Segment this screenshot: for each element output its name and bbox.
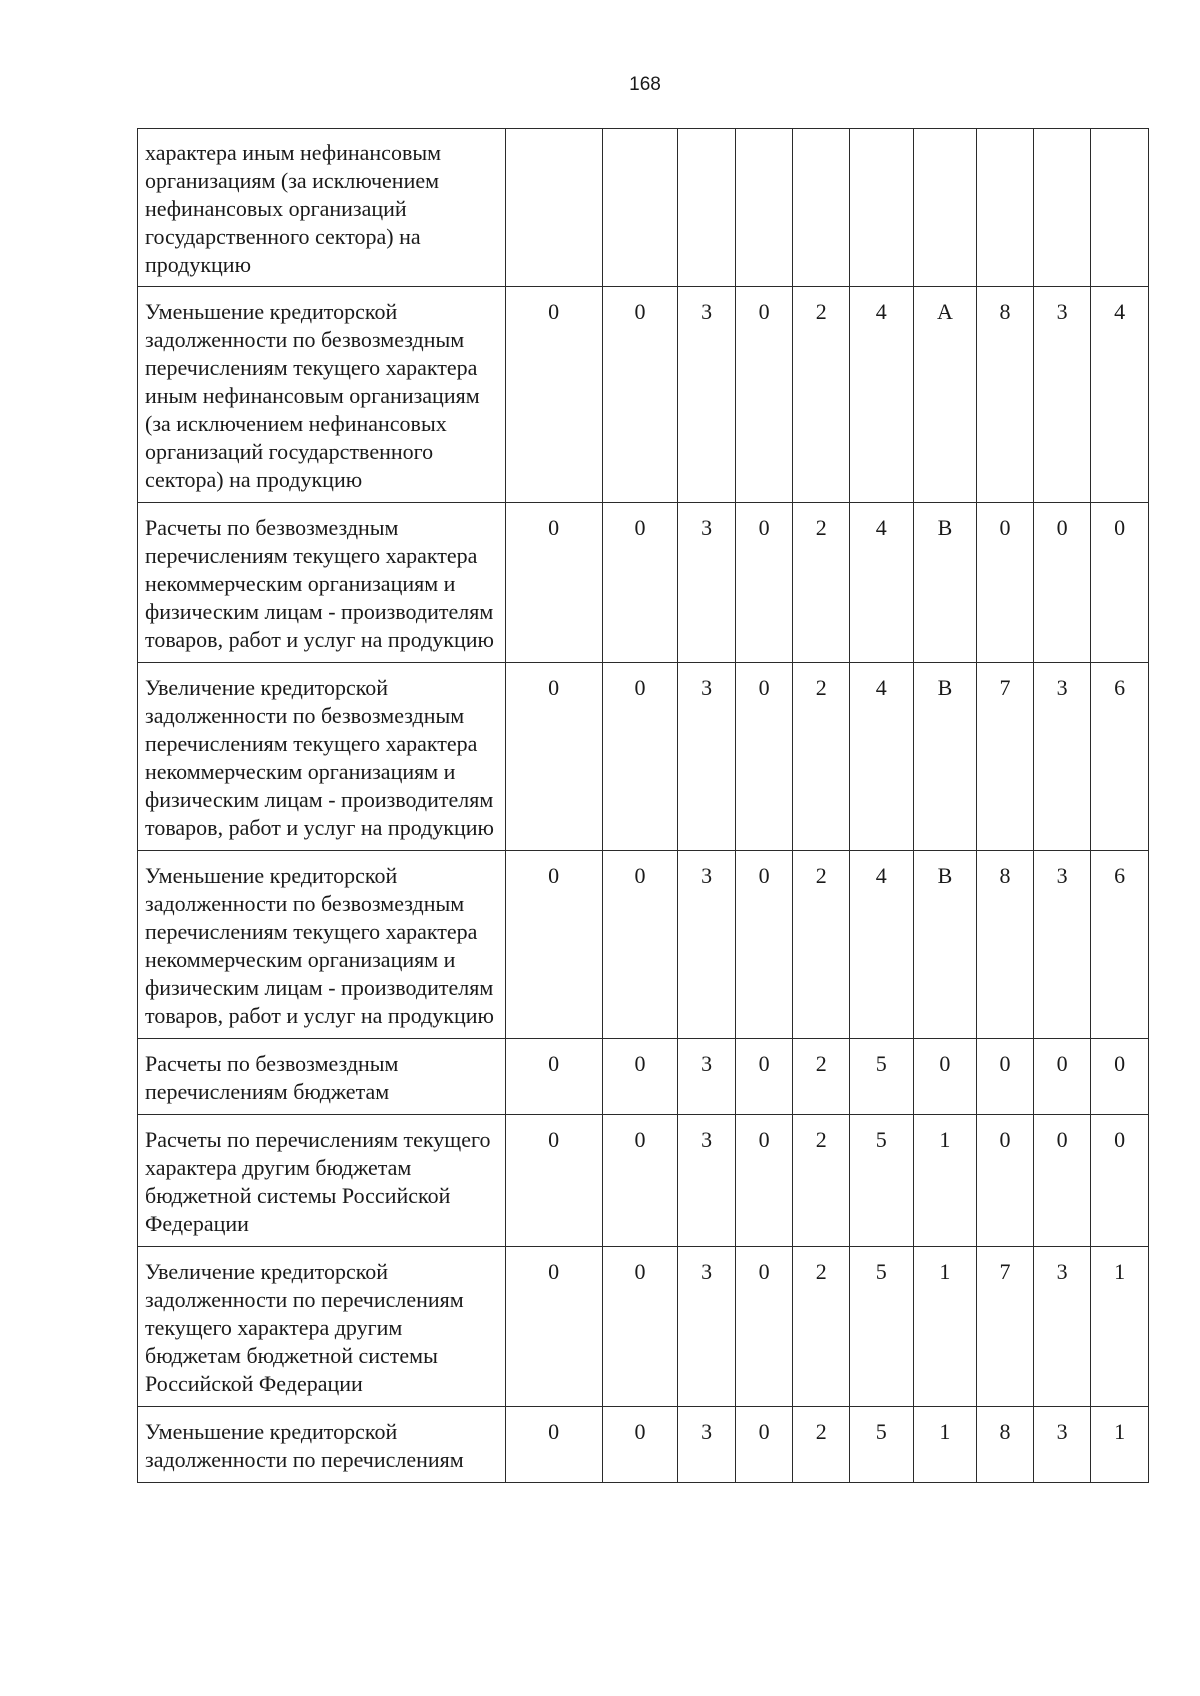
code-digit-cell: [505, 129, 602, 287]
table-row-continued: [138, 129, 1149, 287]
code-digit-cell: 2: [793, 1115, 850, 1247]
code-digit-cell: 0: [735, 1407, 793, 1483]
code-digit-cell: 0: [1091, 1115, 1149, 1247]
code-digit-cell: 3: [678, 287, 736, 503]
code-digit-cell: 5: [849, 1407, 913, 1483]
code-digit-cell: 0: [913, 1039, 977, 1115]
table-body: [138, 129, 1149, 1483]
account-name-cell: Расчеты по безвозмездным перечислениям бюджетам: [138, 1039, 506, 1115]
code-digit-cell: [793, 129, 850, 287]
code-digit-cell: 0: [1033, 503, 1091, 663]
account-name-cell: Расчеты по безвозмездным перечислениям текущего характера некоммерческим организациям и физическим лицам - производителям товаров, работ и услуг на продукцию: [138, 503, 506, 663]
code-digit-cell: 0: [735, 663, 793, 851]
code-digit-cell: 0: [735, 503, 793, 663]
code-digit-cell: 1: [1091, 1407, 1149, 1483]
code-digit-cell: 6: [1091, 663, 1149, 851]
table-row: [138, 663, 1149, 851]
code-digit-cell: [735, 129, 793, 287]
code-digit-cell: 7: [977, 1247, 1034, 1407]
code-digit-cell: B: [913, 851, 977, 1039]
account-code-table: [137, 128, 1149, 1483]
code-digit-cell: 8: [977, 1407, 1034, 1483]
table-row: [138, 851, 1149, 1039]
code-digit-cell: 3: [1033, 1247, 1091, 1407]
table-row: [138, 1407, 1149, 1483]
code-digit-cell: 0: [602, 1407, 678, 1483]
code-digit-cell: 0: [977, 503, 1034, 663]
code-digit-cell: 0: [602, 287, 678, 503]
code-digit-cell: 0: [1091, 1039, 1149, 1115]
code-digit-cell: 0: [1091, 503, 1149, 663]
code-digit-cell: 2: [793, 1407, 850, 1483]
code-digit-cell: 0: [602, 1247, 678, 1407]
code-digit-cell: 2: [793, 663, 850, 851]
account-name-cell: характера иным нефинансовым организациям (за исключением нефинансовых организаций государственного сектора) на продукцию: [138, 129, 506, 287]
code-digit-cell: 5: [849, 1115, 913, 1247]
code-digit-cell: 0: [735, 287, 793, 503]
code-digit-cell: 0: [977, 1039, 1034, 1115]
code-digit-cell: 1: [913, 1115, 977, 1247]
code-digit-cell: 0: [602, 663, 678, 851]
table-row: [138, 1247, 1149, 1407]
account-name-cell: Уменьшение кредиторской задолженности по перечислениям: [138, 1407, 506, 1483]
code-digit-cell: B: [913, 503, 977, 663]
code-digit-cell: 4: [849, 663, 913, 851]
table-row: [138, 503, 1149, 663]
code-digit-cell: 6: [1091, 851, 1149, 1039]
code-digit-cell: [977, 129, 1034, 287]
code-digit-cell: [913, 129, 977, 287]
table-row: [138, 1115, 1149, 1247]
code-digit-cell: 3: [1033, 1407, 1091, 1483]
code-digit-cell: 0: [735, 1115, 793, 1247]
code-digit-cell: 0: [505, 1407, 602, 1483]
code-digit-cell: 4: [849, 287, 913, 503]
code-digit-cell: 2: [793, 1039, 850, 1115]
code-digit-cell: 0: [1033, 1115, 1091, 1247]
code-digit-cell: 4: [849, 851, 913, 1039]
code-digit-cell: 3: [1033, 851, 1091, 1039]
code-digit-cell: 3: [678, 851, 736, 1039]
account-name-cell: Увеличение кредиторской задолженности по перечислениям текущего характера другим бюджетам бюджетной системы Российской Федерации: [138, 1247, 506, 1407]
code-digit-cell: 3: [1033, 663, 1091, 851]
code-digit-cell: 0: [977, 1115, 1034, 1247]
code-digit-cell: 2: [793, 503, 850, 663]
code-digit-cell: 0: [505, 1247, 602, 1407]
code-digit-cell: 2: [793, 287, 850, 503]
table-row: [138, 287, 1149, 503]
code-digit-cell: 3: [678, 1039, 736, 1115]
code-digit-cell: 3: [678, 1247, 736, 1407]
code-digit-cell: 0: [735, 1039, 793, 1115]
code-digit-cell: 4: [1091, 287, 1149, 503]
code-digit-cell: [849, 129, 913, 287]
account-name-cell: Уменьшение кредиторской задолженности по безвозмездным перечислениям текущего характера иным нефинансовым организациям (за исключением нефинансовых организаций государственного сектора) на продукцию: [138, 287, 506, 503]
code-digit-cell: 5: [849, 1247, 913, 1407]
code-digit-cell: 2: [793, 851, 850, 1039]
code-digit-cell: 0: [505, 1115, 602, 1247]
code-digit-cell: 0: [735, 1247, 793, 1407]
account-name-cell: Расчеты по перечислениям текущего характера другим бюджетам бюджетной системы Российской Федерации: [138, 1115, 506, 1247]
code-digit-cell: 8: [977, 287, 1034, 503]
code-digit-cell: [1091, 129, 1149, 287]
table-row: [138, 1039, 1149, 1115]
account-name-cell: Увеличение кредиторской задолженности по безвозмездным перечислениям текущего характера некоммерческим организациям и физическим лицам - производителям товаров, работ и услуг на продукцию: [138, 663, 506, 851]
code-digit-cell: 0: [602, 1039, 678, 1115]
code-digit-cell: 0: [505, 663, 602, 851]
code-digit-cell: 3: [1033, 287, 1091, 503]
page-number: 168: [629, 74, 661, 95]
code-digit-cell: [678, 129, 736, 287]
code-digit-cell: A: [913, 287, 977, 503]
code-digit-cell: B: [913, 663, 977, 851]
code-digit-cell: 0: [505, 287, 602, 503]
code-digit-cell: 2: [793, 1247, 850, 1407]
account-name-cell: Уменьшение кредиторской задолженности по безвозмездным перечислениям текущего характера некоммерческим организациям и физическим лицам - производителям товаров, работ и услуг на продукцию: [138, 851, 506, 1039]
code-digit-cell: 0: [602, 503, 678, 663]
code-digit-cell: 0: [602, 1115, 678, 1247]
code-digit-cell: 8: [977, 851, 1034, 1039]
code-digit-cell: 0: [602, 851, 678, 1039]
code-digit-cell: 3: [678, 1115, 736, 1247]
code-digit-cell: 0: [505, 1039, 602, 1115]
code-digit-cell: 3: [678, 1407, 736, 1483]
code-digit-cell: 0: [505, 503, 602, 663]
code-digit-cell: 3: [678, 663, 736, 851]
code-digit-cell: 0: [735, 851, 793, 1039]
code-digit-cell: 1: [1091, 1247, 1149, 1407]
code-digit-cell: 4: [849, 503, 913, 663]
code-digit-cell: [602, 129, 678, 287]
code-digit-cell: 1: [913, 1247, 977, 1407]
code-digit-cell: 5: [849, 1039, 913, 1115]
code-digit-cell: 1: [913, 1407, 977, 1483]
code-digit-cell: 7: [977, 663, 1034, 851]
code-digit-cell: 0: [1033, 1039, 1091, 1115]
code-digit-cell: 0: [505, 851, 602, 1039]
code-digit-cell: 3: [678, 503, 736, 663]
code-digit-cell: [1033, 129, 1091, 287]
